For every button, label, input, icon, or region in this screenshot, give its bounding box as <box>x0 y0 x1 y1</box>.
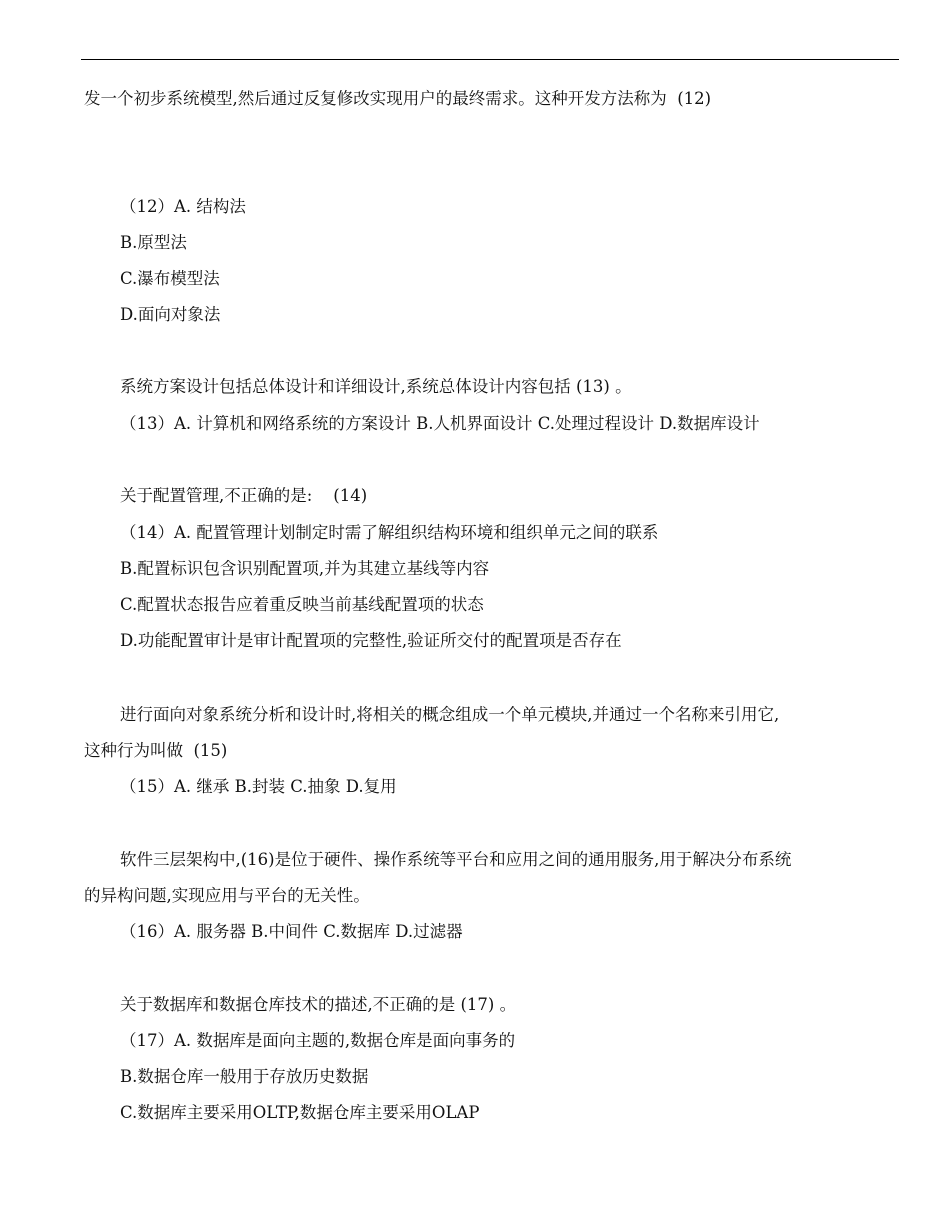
q14-option-b: B.配置标识包含识别配置项,并为其建立基线等内容 <box>120 559 490 578</box>
q16-stem-line-2: 的异构问题,实现应用与平台的无关性。 <box>84 886 370 905</box>
q17-option-c: C.数据库主要采用OLTP,数据仓库主要采用OLAP <box>120 1103 480 1122</box>
q14-option-d: D.功能配置审计是审计配置项的完整性,验证所交付的配置项是否存在 <box>120 631 622 650</box>
q13-stem: 系统方案设计包括总体设计和详细设计,系统总体设计内容包括 (13) 。 <box>120 377 632 396</box>
q14-option-a: （14）A. 配置管理计划制定时需了解组织结构环境和组织单元之间的联系 <box>120 523 659 542</box>
intro-text: 发一个初步系统模型,然后通过反复修改实现用户的最终需求。这种开发方法称为 (12) <box>84 89 712 108</box>
q17-option-a: （17）A. 数据库是面向主题的,数据仓库是面向事务的 <box>120 1031 516 1050</box>
q17-stem: 关于数据库和数据仓库技术的描述,不正确的是 (17) 。 <box>120 995 517 1014</box>
q13-options: （13）A. 计算机和网络系统的方案设计 B.人机界面设计 C.处理过程设计 D.数据库设计 <box>120 414 760 433</box>
q12-option-c: C.瀑布模型法 <box>120 269 220 288</box>
q14-option-c: C.配置状态报告应着重反映当前基线配置项的状态 <box>120 595 484 614</box>
q15-stem-line-1: 进行面向对象系统分析和设计时,将相关的概念组成一个单元模块,并通过一个名称来引用它, <box>120 705 780 724</box>
q14-stem: 关于配置管理,不正确的是: (14) <box>120 486 368 505</box>
header-rule <box>81 59 899 60</box>
q17-option-b: B.数据仓库一般用于存放历史数据 <box>120 1067 369 1086</box>
q15-options: （15）A. 继承 B.封装 C.抽象 D.复用 <box>120 777 397 796</box>
q12-option-a: （12）A. 结构法 <box>120 197 246 216</box>
q12-option-d: D.面向对象法 <box>120 305 221 324</box>
q16-stem-line-1: 软件三层架构中,(16)是位于硬件、操作系统等平台和应用之间的通用服务,用于解决分布系统 <box>120 850 792 869</box>
q12-option-b: B.原型法 <box>120 233 187 252</box>
q15-stem-line-2: 这种行为叫做 (15) <box>84 741 228 760</box>
q16-options: （16）A. 服务器 B.中间件 C.数据库 D.过滤器 <box>120 922 463 941</box>
